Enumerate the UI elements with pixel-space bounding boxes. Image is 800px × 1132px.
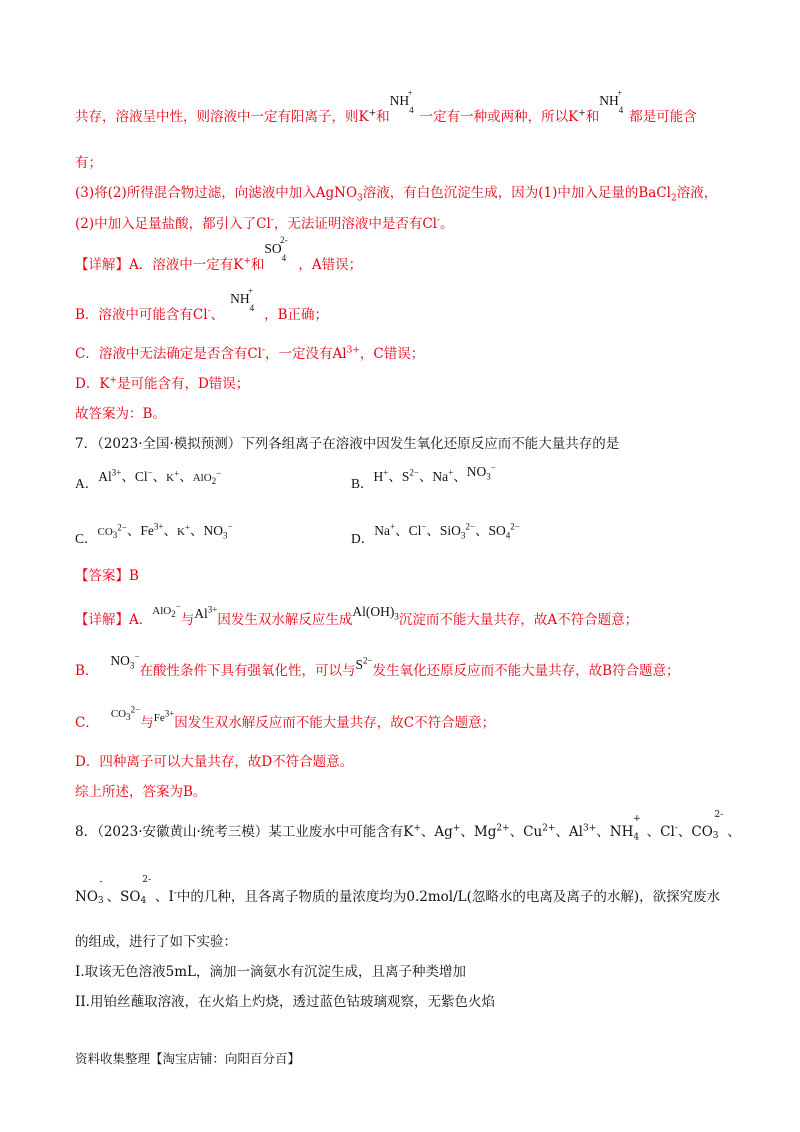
option-b: B．H+、$S^{2-}$、Na+、$NO_3^-$: [351, 462, 496, 491]
text-line: 综上所述，答案为B。: [75, 784, 207, 800]
text-line: 【详解】A．溶液中一定有K+和$SO_4^{2-}$，A错误；: [75, 234, 363, 273]
text-run: 、: [210, 307, 225, 323]
text-line: 故答案为：B。: [75, 406, 166, 422]
ammonium-formula: $NH_4^+$: [230, 285, 255, 313]
text-line: 【详解】A．$^{AlO_2^-}$与$Al^{3+}$因发生双水解反应生成$Al(OH)_3$沉淀而不能大量共存，故A不符合题意；: [75, 601, 639, 628]
text-line: C．溶液中无法确定是否含有Cl-，一定没有$Al^{3+}$，C错误；: [75, 345, 425, 362]
text-line: B．$NO_3^-$在酸性条件下具有强氧化性，可以与$S^{2-}$发生氧化还原反应而不能大量共存，故B符合题意；: [75, 651, 680, 679]
text-line: D．K+是可能含有，D错误；: [75, 375, 250, 392]
answer-label: 【答案】B: [75, 568, 139, 584]
text-line: D．四种离子可以大量共存，故D不符合题意。: [75, 754, 354, 770]
text-run: B．: [75, 663, 99, 679]
text-run: ，一定没有Al: [265, 346, 347, 362]
text-run: B．溶液中可能含有Cl: [75, 307, 208, 323]
text-line: B．溶液中可能含有Cl-、$NH_4^+$，B正确；: [75, 285, 329, 323]
question-7-stem: 7．（2023·全国·模拟预测）下列各组离子在溶液中因发生氧化还原反应而不能大量共存的是: [75, 436, 620, 452]
text-run: 。: [440, 216, 454, 232]
text-run: 【详解】A．: [75, 612, 153, 628]
ammonium-formula: $NH_4^+$: [389, 87, 414, 115]
text-line: (3)将(2)所得混合物过滤，向滤液中加入AgNO$_3$溶液，有白色沉淀生成，因为(1)中加入足量的BaCl$_2$溶液，: [75, 185, 718, 204]
text-run: ，B正确；: [264, 307, 329, 323]
text-run: 是可能含有，D错误；: [116, 376, 250, 392]
text-run: (3)将(2)所得混合物过滤，向滤液中加入AgNO: [75, 185, 358, 201]
text-run: 都是可能含: [629, 109, 697, 125]
text-run: 和: [376, 109, 390, 125]
text-run: 共存，溶液呈中性，则溶液中一定有阳离子，则K: [75, 109, 369, 125]
ammonium-formula: $NH_4^+$: [599, 87, 624, 115]
superscript: +: [578, 108, 586, 119]
text-run: 溶液，: [676, 185, 718, 201]
question-8-stem: 8．（2023·安徽黄山·统考三模）某工业废水中可能含有K+、Ag+、$Mg^{2+}$、$Cu^{2+}$、$Al^{3+}$、$NH_4^+$、Cl-、$CO_3^{2-}$、: [75, 809, 741, 843]
text-run: ，A错误；: [298, 257, 363, 273]
text-run: ，无法证明溶液中是否有Cl: [273, 216, 437, 232]
text-run: 【详解】A．溶液中一定有K: [75, 257, 244, 273]
text-run: D．K: [75, 376, 110, 392]
text-line: 的组成，进行了如下实验：: [75, 934, 237, 950]
option-d: D．Na+、Cl−、SiO$_3^{2-}$、$SO_4^{2-}$: [351, 521, 520, 546]
sulfate-formula: $SO_4^{2-}$: [264, 234, 288, 263]
text-line: (2)中加入足量盐酸，都引入了Cl-，无法证明溶液中是否有Cl-。: [75, 215, 454, 232]
footer-text: 资料收集整理【淘宝店铺：向阳百分百】: [75, 1051, 301, 1066]
text-line: C．$^{CO_3^{2-}}$与$^{Fe^{3+}}$因发生双水解反应而不能大量共存，故C不符合题意；: [75, 704, 496, 731]
text-run: 和: [250, 257, 265, 273]
text-run: (2)中加入足量盐酸，都引入了Cl: [75, 216, 271, 232]
option-a: A．$Al^{3+}$、Cl−、K+、AlO$_2$−: [75, 467, 222, 491]
text-run: C．溶液中无法确定是否含有Cl: [75, 346, 262, 362]
text-line: 有；: [75, 155, 102, 171]
experiment-1: I.取该无色溶液5mL，滴加一滴氨水有沉淀生成，且离子种类增加: [75, 964, 466, 980]
text-line: $NO_3^-$、$SO_4^{2-}$、I-中的几种，且各离子物质的量浓度均为0.2mol/L(忽略水的电离及离子的水解)，欲探究废水: [75, 874, 721, 906]
text-run: 溶液，有白色沉淀生成，因为(1)中加入足量的BaCl: [362, 185, 672, 201]
text-run: ，C错误；: [359, 346, 425, 362]
text-line: [75, 87, 697, 127]
experiment-2: II.用铂丝蘸取溶液，在火焰上灼烧，透过蓝色钴玻璃观察，无紫色火焰: [75, 994, 495, 1010]
option-c: C．$CO_3^{2-}$、$Fe^{3+}$、K+、$NO_3^-$: [75, 521, 233, 546]
text-run: C．: [75, 715, 99, 731]
text-run: 和: [585, 109, 600, 125]
superscript: +: [368, 108, 377, 119]
text-run: 一定有一种或两种，所以K: [419, 109, 579, 125]
